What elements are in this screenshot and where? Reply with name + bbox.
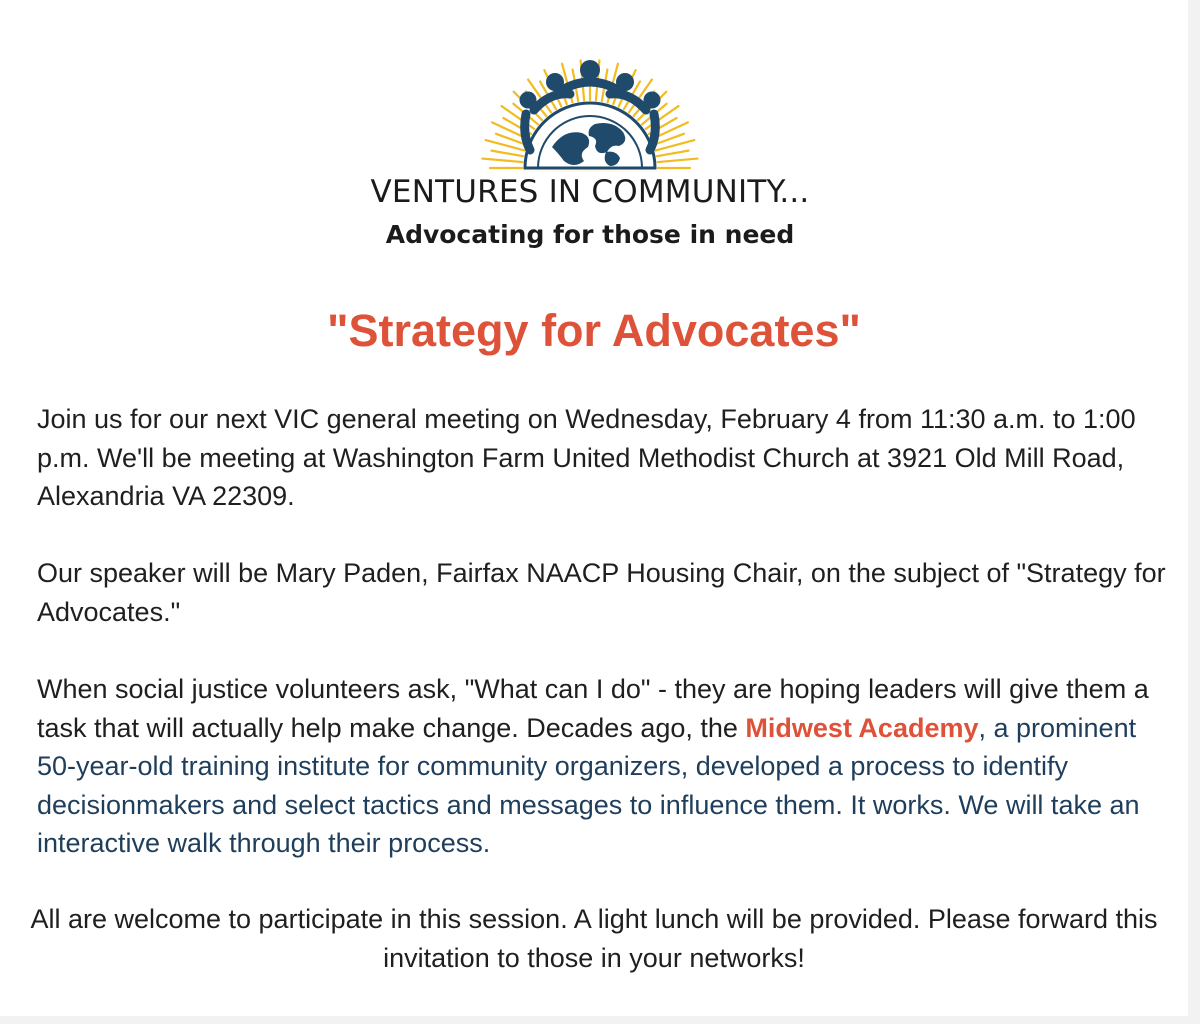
org-tagline: Advocating for those in need	[385, 220, 795, 249]
globe-people-sunburst-icon	[430, 52, 750, 172]
meeting-details-paragraph: Join us for our next VIC general meeting on Wednesday, February 4 from 11:30 a.m. to 1:00 p.m. We'll be meeting at Washington Farm United Methodist Church at 3921 Old Mill Road, Alexandria VA 22309.	[37, 404, 1136, 511]
event-title: "Strategy for Advocates"	[327, 305, 861, 356]
speaker-paragraph: Our speaker will be Mary Paden, Fairfax NAACP Housing Chair, on the subject of "Strategy for Advocates."	[37, 558, 1166, 627]
vic-logo	[300, 52, 880, 262]
description-text-before: When social justice volunteers ask, "What can I do" - they are hoping leaders will give them a task that will actually help make change. Decades ago, the	[37, 674, 1149, 743]
midwest-academy-link[interactable]: Midwest Academy	[745, 712, 979, 743]
closing-paragraph: All are welcome to participate in this session. A light lunch will be provided. Please forward this invitation to those in your networks!	[30, 904, 1158, 973]
description-paragraph	[37, 670, 1167, 863]
org-name: VENTURES IN COMMUNITY...	[370, 174, 810, 210]
description-text-after: , a prominent 50-year-old training institute for community organizers, developed a process to identify decisionmakers and select tactics and messages to influence them. It works. We will take an interactive walk through their process.	[37, 712, 1140, 858]
